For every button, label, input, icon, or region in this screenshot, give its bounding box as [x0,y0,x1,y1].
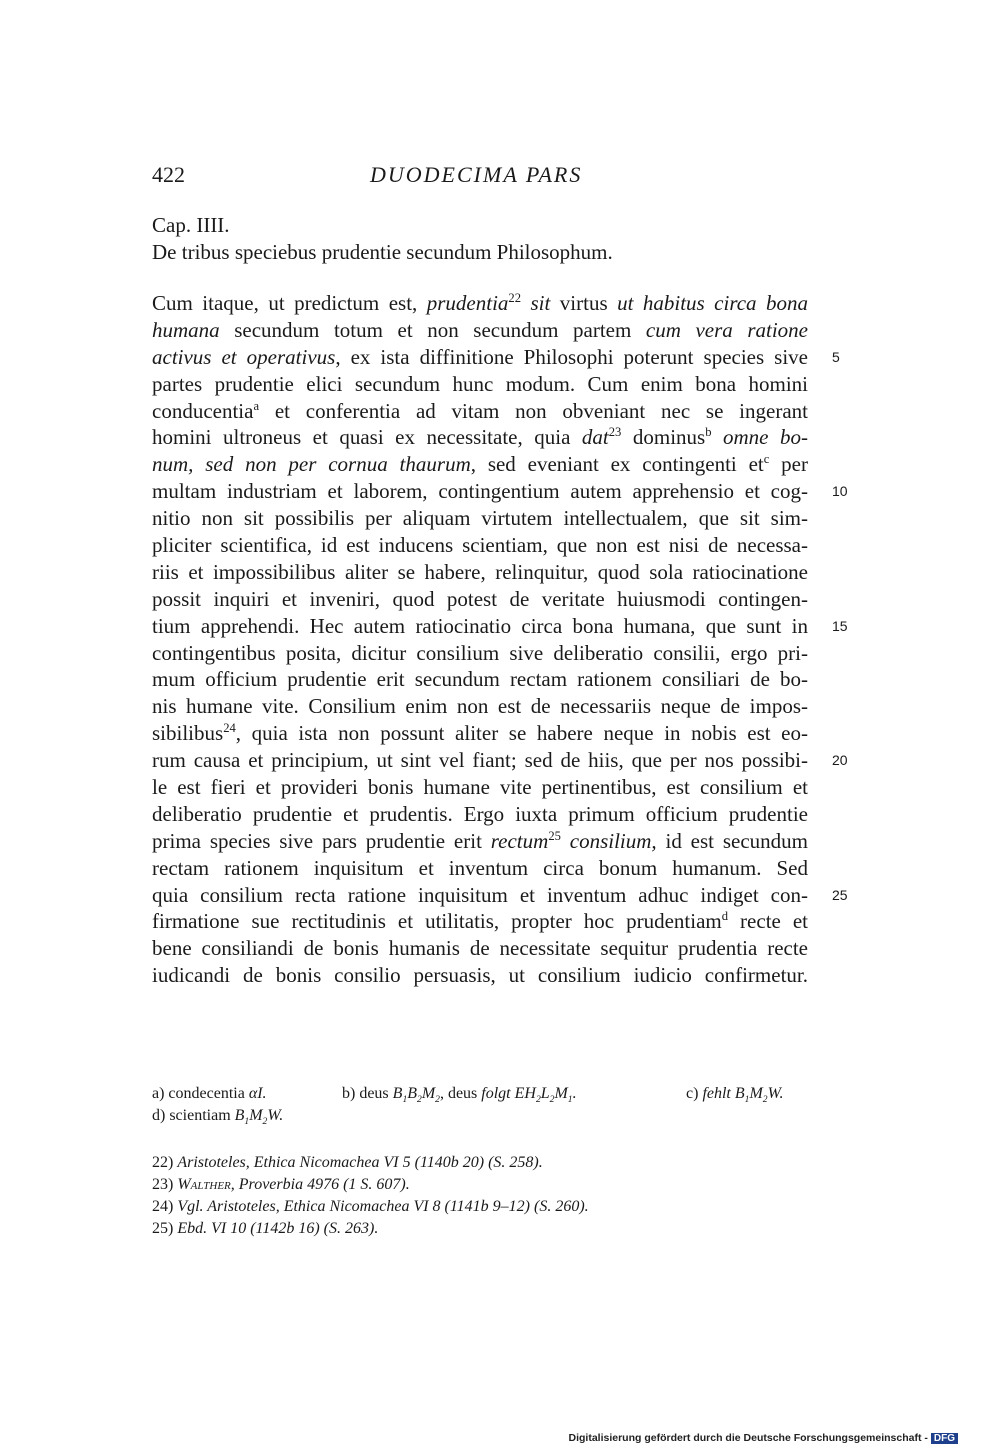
text-line: homini ultroneus et quasi ex necessitate, quia dat$^{23}$ dominus$^b$ omne bo- [152,425,809,450]
main-text [152,290,848,989]
chapter-number: Cap. IIII. [152,213,230,237]
credit-text: Digitalisierung gefördert durch die Deutsche Forschungsgemeinschaft - [568,1432,928,1444]
text-line: possit inquiri et inveniri, quod potest de veritate huiusmodi contingen- [152,586,808,611]
apparatus-note-c: c) fehlt $B_1M_2W$. [686,1085,784,1106]
apparatus-note-a: a) condecentia αI. [152,1085,267,1102]
text-line: humana secundum totum et non secundum partem cum vera ratione [152,317,809,342]
text-line: rectam rationem inquisitum et inventum circa bonum humanum. Sed [152,855,808,880]
line-number: 10 [832,483,848,500]
text-line: prima species sive pars prudentie erit rectum$^{25}$ consilium, id est secundum [152,828,808,853]
line-number: 20 [832,752,848,769]
chapter-heading [152,212,613,266]
text-line: riis et impossibilibus aliter se habere, relinquitur, quod sola ratiocinatione [152,559,808,584]
line-number: 5 [832,348,840,365]
line-number: 25 [832,886,848,903]
apparatus-note-b: b) deus $B_1B_2M_2$, deus folgt $EH_2L_2M_1$. [342,1085,577,1106]
text-line: contingentibus posita, dicitur consilium sive deliberatio consilii, ergo pri- [152,640,808,665]
line-number: 15 [832,617,848,634]
footnote-23: 23) Walther, Proverbia 4976 (1 S. 607). [152,1176,410,1193]
text-line: activus et operativus, ex ista diffinitione Philosophi poterunt species sive 5 [152,344,840,369]
text-line: sibilibus$^{24}$, quia ista non possunt aliter se habere neque in nobis est eo- [152,721,808,746]
text-line: le est fieri et provideri bonis humane vite pertinentibus, est consilium et [152,775,808,800]
text-line: pliciter scientifica, id est inducens scientiam, que non est nisi de necessa- [152,533,808,558]
critical-apparatus [152,1083,812,1127]
apparatus-row [152,1105,812,1127]
dfg-logo: DFG [931,1433,958,1444]
text-line: num, sed non per cornua thaurum, sed eveniant ex contingenti $et^c$ per [152,452,808,477]
footnote-22: 22) Aristoteles, Ethica Nicomachea VI 5 (1140b 20) (S. 258). [152,1154,543,1171]
footnotes [152,1152,589,1240]
digitization-credit [569,1432,959,1444]
running-title: DUODECIMA PARS [370,162,583,187]
text-line: iudicandi de bonis consilio persuasis, ut consilium iudicio confirmetur. [152,963,808,988]
page-number: 422 [152,162,185,187]
text-line: multam industriam et laborem, contingentium autem apprehensio et cog- 10 [152,479,848,504]
text-line: tium apprehendi. Hec autem ratiocinatio circa bona humana, que sunt in 15 [152,613,848,638]
footnote-24: 24) Vgl. Aristoteles, Ethica Nicomachea VI 8 (1141b 9–12) (S. 260). [152,1198,589,1215]
text-line: bene consiliandi de bonis humanis de necessitate sequitur prudentia recte [152,936,808,961]
text-line: rum causa et principium, ut sint vel fiant; sed de hiis, que per nos possibi- 20 [152,748,848,773]
text-line: Cum itaque, ut predictum est, prudentia$^{22}$ sit virtus ut habitus circa bona [152,291,809,315]
text-line: conducentia$^a$ et conferentia ad vitam non obveniant nec se ingerant [152,398,808,423]
text-line: deliberatio prudentie et prudentis. Ergo iuxta primum officium prudentie [152,801,808,826]
text-line: nis humane vite. Consilium enim non est de necessariis neque de impos- [152,694,808,719]
text-line: quia consilium recta ratione inquisitum et inventum adhuc indiget con- 25 [152,882,848,907]
apparatus-note-d: d) scientiam $B_1M_2W$. [152,1107,284,1128]
apparatus-row [152,1083,812,1105]
text-line: nitio non sit possibilis per aliquam virtutem intellectualem, que sit sim- [152,506,808,531]
text-line: firmatione sue rectitudinis et utilitatis, propter hoc prudentiam$^d$ recte et [152,909,809,934]
footnote-25: 25) Ebd. VI 10 (1142b 16) (S. 263). [152,1220,379,1237]
text-line: partes prudentie elici secundum hunc modum. Cum enim bona homini [152,371,808,396]
text-line: mum officium prudentie erit secundum rectam rationem consiliari de bo- [152,667,808,692]
chapter-title: De tribus speciebus prudentie secundum Philosophum. [152,240,613,264]
